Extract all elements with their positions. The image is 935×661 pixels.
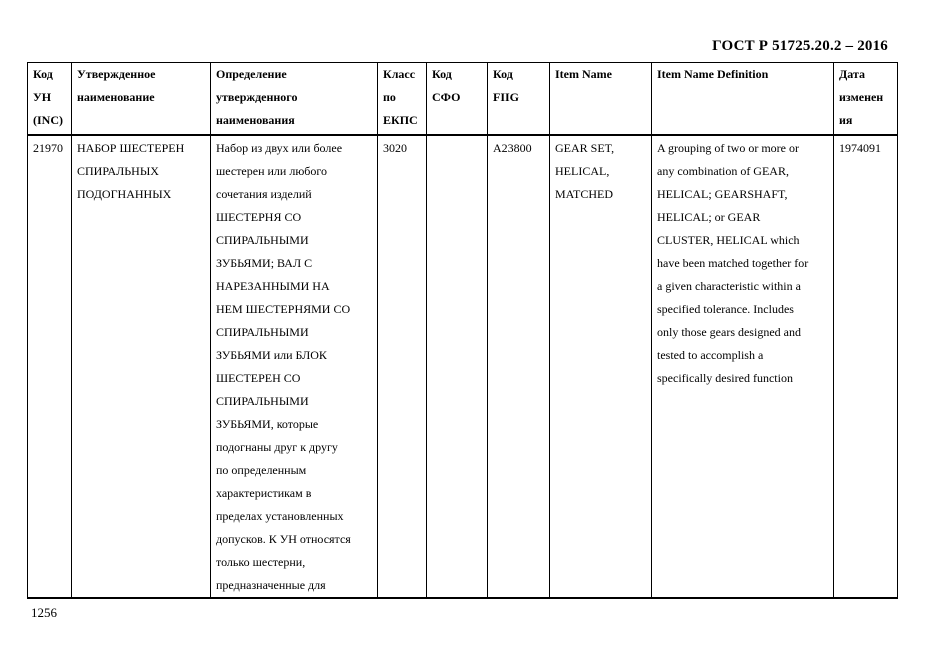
cell-text-line: СФО	[432, 90, 461, 104]
cell-text-line: только шестерни,	[216, 555, 306, 569]
cell-text-line: 3020	[383, 141, 407, 155]
cell-text-line: HELICAL; GEARSHAFT,	[657, 187, 788, 201]
column-header-change-date	[834, 63, 898, 136]
cell-text-line: 1974091	[839, 141, 881, 155]
cell-item-name-definition	[652, 135, 834, 598]
page-number: 1256	[31, 605, 57, 620]
cell-text-line: утвержденного	[216, 90, 298, 104]
cell-ekps-class	[378, 135, 427, 598]
column-header-item-name-definition	[652, 63, 834, 136]
cell-text-line: have been matched together for	[657, 256, 809, 270]
cell-inc-code	[28, 135, 72, 598]
cell-text-line: предназначенные для	[216, 578, 326, 592]
cell-approved-name	[72, 135, 211, 598]
cell-text-line: сочетания изделий	[216, 187, 312, 201]
cell-text-line: GEAR SET,	[555, 141, 615, 155]
cell-text-line: по	[383, 90, 396, 104]
column-header-ekps-class	[378, 63, 427, 136]
cell-text-line: подогнаны друг к другу	[216, 440, 338, 454]
cell-text-line: наименование	[77, 90, 155, 104]
cell-text-line: Item Name Definition	[657, 67, 769, 81]
cell-text-line: CLUSTER, HELICAL which	[657, 233, 800, 247]
cell-text-line: изменен	[839, 90, 884, 104]
cell-text-line: MATCHED	[555, 187, 614, 201]
cell-text-line: НЕМ ШЕСТЕРНЯМИ СО	[216, 302, 351, 316]
cell-text-line: характеристикам в	[216, 486, 312, 500]
cell-text-line: specified tolerance. Includes	[657, 302, 794, 316]
cell-text-line: Дата	[839, 67, 865, 81]
cell-text-line: a given characteristic within a	[657, 279, 801, 293]
cell-text-line: 21970	[33, 141, 63, 155]
cell-text-line: ЗУБЬЯМИ, которые	[216, 417, 319, 431]
cell-text-line: Набор из двух или более	[216, 141, 343, 155]
cell-text-line: Код	[493, 67, 513, 81]
cell-text-line: specifically desired function	[657, 371, 793, 385]
cell-text-line: НАРЕЗАННЫМИ НА	[216, 279, 330, 293]
column-header-fiig-code	[488, 63, 550, 136]
cell-sfo-code	[427, 135, 488, 598]
cell-text-line: ЗУБЬЯМИ; ВАЛ С	[216, 256, 313, 270]
column-header-item-name	[550, 63, 652, 136]
column-header-sfo-code	[427, 63, 488, 136]
column-header-name-definition	[211, 63, 378, 136]
document-standard-header: ГОСТ Р 51725.20.2 – 2016	[712, 38, 888, 54]
cell-text-line: ЗУБЬЯМИ или БЛОК	[216, 348, 327, 362]
cell-text-line: Item Name	[555, 67, 612, 81]
cell-text-line: A23800	[493, 141, 532, 155]
cell-text-line: ЕКПС	[383, 113, 418, 127]
cell-text-line: Определение	[216, 67, 287, 81]
column-header-approved-name	[72, 63, 211, 136]
cell-text-line: FIIG	[493, 90, 520, 104]
cell-text-line: HELICAL,	[555, 164, 610, 178]
cell-text-line: A grouping of two or more or	[657, 141, 799, 155]
cell-text-line: ШЕСТЕРЕН СО	[216, 371, 301, 385]
cell-text-line: пределах установленных	[216, 509, 344, 523]
cell-text-line: tested to accomplish a	[657, 348, 764, 362]
table-header-row	[28, 63, 898, 136]
catalog-table	[27, 62, 898, 599]
cell-text-line: СПИРАЛЬНЫМИ	[216, 233, 309, 247]
cell-text-line: (INC)	[33, 113, 63, 127]
cell-text-line: СПИРАЛЬНЫМИ	[216, 325, 309, 339]
cell-text-line: по определенным	[216, 463, 307, 477]
cell-name-definition	[211, 135, 378, 598]
cell-text-line: Утвержденное	[77, 67, 156, 81]
cell-text-line: HELICAL; or GEAR	[657, 210, 761, 224]
cell-text-line: Код	[33, 67, 53, 81]
cell-text-line: any combination of GEAR,	[657, 164, 789, 178]
cell-text-line: допусков. К УН относятся	[216, 532, 351, 546]
cell-text-line: only those gears designed and	[657, 325, 801, 339]
table-row	[28, 135, 898, 598]
cell-text-line: ШЕСТЕРНЯ СО	[216, 210, 302, 224]
cell-text-line: Код	[432, 67, 452, 81]
cell-item-name	[550, 135, 652, 598]
cell-text-line: НАБОР ШЕСТЕРЕН	[77, 141, 185, 155]
cell-text-line: СПИРАЛЬНЫХ	[77, 164, 159, 178]
column-header-inc-code	[28, 63, 72, 136]
cell-text-line: шестерен или любого	[216, 164, 328, 178]
cell-text-line: Класс	[383, 67, 416, 81]
cell-text-line: наименования	[216, 113, 295, 127]
cell-text-line: ПОДОГНАННЫХ	[77, 187, 172, 201]
cell-text-line: ия	[839, 113, 853, 127]
cell-change-date	[834, 135, 898, 598]
cell-fiig-code	[488, 135, 550, 598]
cell-text-line: СПИРАЛЬНЫМИ	[216, 394, 309, 408]
cell-text-line: УН	[33, 90, 52, 104]
